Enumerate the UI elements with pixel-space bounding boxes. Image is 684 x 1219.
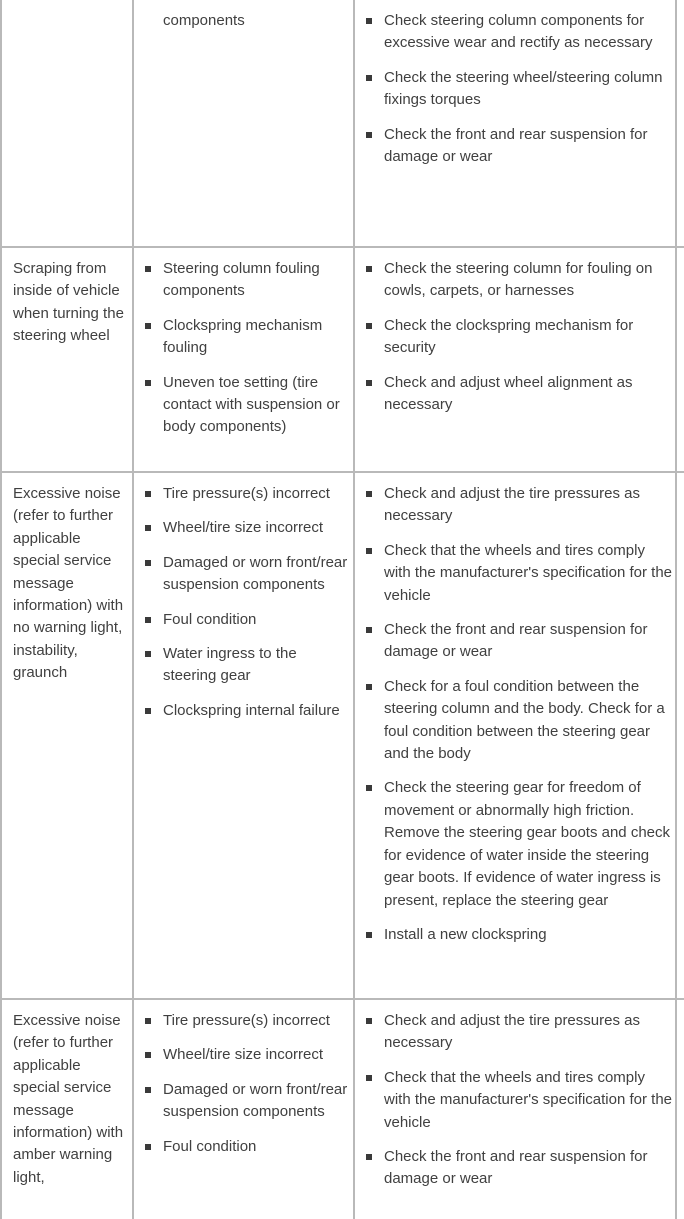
symptom-cell: Excessive noise (refer to further applicable special service message information) with no warning light, instability, graunch (13, 485, 124, 682)
action-cell (384, 10, 672, 180)
list-item: Wheel/tire size incorrect (163, 517, 348, 539)
list-item: Install a new clockspring (384, 924, 672, 946)
cause-cell (163, 1010, 348, 1170)
list-item: Uneven toe setting (tire contact with suspension or body components) (163, 372, 348, 439)
list-item: Check that the wheels and tires comply with the manufacturer's specification for the vehicle (384, 1067, 672, 1134)
list-item: Foul condition (163, 1136, 348, 1158)
list-item: Damaged or worn front/rear suspension components (163, 1079, 348, 1124)
table-row (0, 1000, 684, 1219)
table-row (0, 0, 684, 248)
list-item: Tire pressure(s) incorrect (163, 483, 348, 505)
list-item: Check and adjust the tire pressures as necessary (384, 1010, 672, 1055)
action-cell (384, 1010, 672, 1203)
list-item: Check the steering wheel/steering column fixings torques (384, 67, 672, 112)
list-item: Check the front and rear suspension for damage or wear (384, 619, 672, 664)
symptom-cell: Excessive noise (refer to further applicable special service message information) with amber warning light, (13, 1012, 124, 1186)
cause-text: components (163, 12, 245, 29)
list-item: Check that the wheels and tires comply with the manufacturer's specification for the vehicle (384, 540, 672, 607)
list-item: Check and adjust wheel alignment as necessary (384, 372, 672, 417)
list-item: Steering column fouling components (163, 258, 348, 303)
list-item: Check for a foul condition between the steering column and the body. Check for a foul condition between the steering gear and the body (384, 676, 672, 766)
list-item: Tire pressure(s) incorrect (163, 1010, 348, 1032)
list-item: Check the steering column for fouling on cowls, carpets, or harnesses (384, 258, 672, 303)
cause-cell (163, 258, 348, 451)
list-item: Water ingress to the steering gear (163, 643, 348, 688)
list-item: Check the clockspring mechanism for security (384, 315, 672, 360)
list-item: Clockspring internal failure (163, 700, 348, 722)
list-item: Check and adjust the tire pressures as necessary (384, 483, 672, 528)
cause-cell (163, 483, 348, 734)
list-item: Check steering column components for excessive wear and rectify as necessary (384, 10, 672, 55)
list-item: Wheel/tire size incorrect (163, 1044, 348, 1066)
list-item: Check the front and rear suspension for damage or wear (384, 124, 672, 169)
action-cell (384, 258, 672, 428)
table-row (0, 473, 684, 1000)
table-row (0, 248, 684, 473)
symptom-cell: Scraping from inside of vehicle when turning the steering wheel (13, 260, 124, 345)
list-item: Check the front and rear suspension for damage or wear (384, 1146, 672, 1191)
list-item: Foul condition (163, 609, 348, 631)
list-item: Damaged or worn front/rear suspension components (163, 552, 348, 597)
action-cell (384, 483, 672, 958)
list-item: Check the steering gear for freedom of movement or abnormally high friction. Remove the steering gear boots and check for evidence of water inside the steering gear boots. If evidence of water ingress is present, replace the steering gear (384, 777, 672, 911)
list-item: Clockspring mechanism fouling (163, 315, 348, 360)
cause-cell (163, 10, 348, 32)
